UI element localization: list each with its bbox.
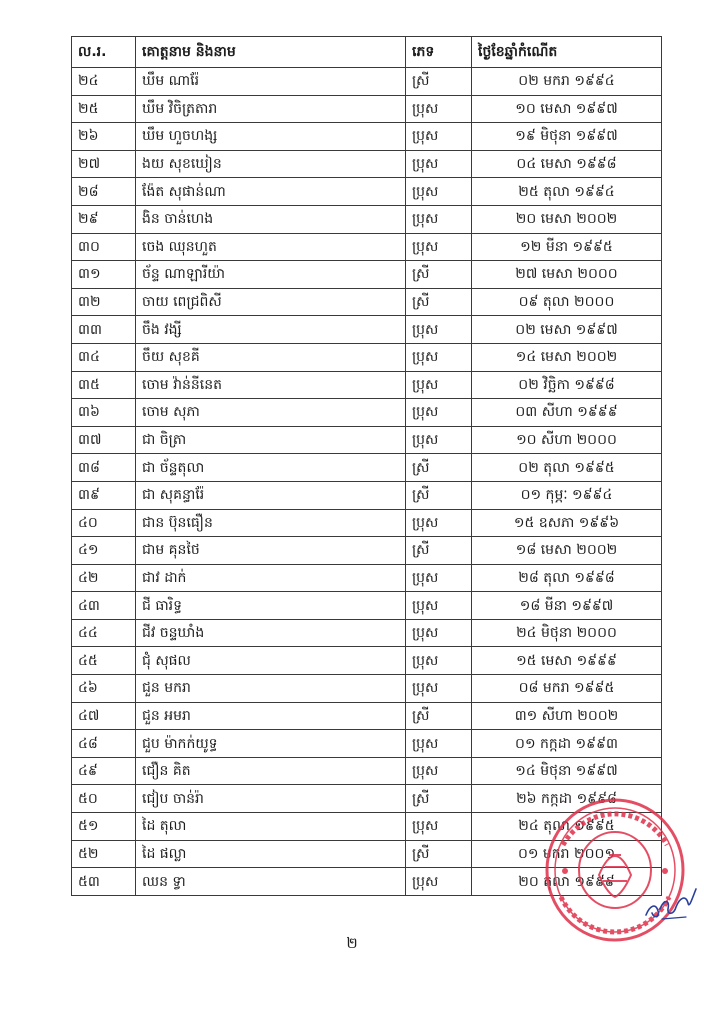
row-sex-cell: ប្រុស [406, 675, 472, 703]
row-dob-cell: ២០ តុលា ១៩៩៩ [472, 868, 662, 896]
row-sex-cell: ប្រុស [406, 647, 472, 675]
row-dob-cell: ១៤ មិថុនា ១៩៩៧ [472, 757, 662, 785]
row-dob-cell: ២៦ កក្កដា ១៩៩៨ [472, 785, 662, 813]
row-sex-cell: ប្រុស [406, 868, 472, 896]
row-dob-cell: ០១ កក្កដា ១៩៩៣ [472, 730, 662, 758]
row-dob-cell: ២០ មេសា ២០០២ [472, 205, 662, 233]
row-sex-cell: ប្រុស [406, 730, 472, 758]
row-number-cell: ៣៧ [72, 426, 136, 454]
row-name-cell: ជាម គុនថៃ [136, 537, 406, 565]
row-dob-cell: ១៩ មិថុនា ១៩៩៧ [472, 123, 662, 151]
row-number-cell: ៤៩ [72, 757, 136, 785]
row-dob-cell: ១០ មេសា ១៩៩៧ [472, 95, 662, 123]
row-name-cell: ចោម សុភា [136, 399, 406, 427]
row-name-cell: ដៃ ផល្លា [136, 840, 406, 868]
row-name-cell: ឃឹម វិចិត្រតារា [136, 95, 406, 123]
header-date-of-birth: ថ្ងៃខែឆ្នាំកំណើត [472, 37, 662, 68]
table-row [72, 785, 662, 813]
row-sex-cell: ប្រុស [406, 426, 472, 454]
table-row [72, 399, 662, 427]
row-sex-cell: ប្រុស [406, 178, 472, 206]
row-number-cell: ៤៧ [72, 702, 136, 730]
row-number-cell: ៤១ [72, 537, 136, 565]
row-name-cell: ឃឹម ណារ៉ែ [136, 68, 406, 96]
table-row [72, 316, 662, 344]
table-row [72, 343, 662, 371]
header-number: ល.រ. [72, 37, 136, 68]
row-name-cell: ជីវ ចន្ទឃាំង [136, 619, 406, 647]
row-number-cell: ៣៥ [72, 371, 136, 399]
row-dob-cell: ០៨ មករា ១៩៩៥ [472, 675, 662, 703]
table-row [72, 68, 662, 96]
row-number-cell: ៣៩ [72, 481, 136, 509]
row-number-cell: ៣៨ [72, 454, 136, 482]
row-dob-cell: ០៤ មេសា ១៩៩៨ [472, 150, 662, 178]
table-header-row [72, 37, 662, 68]
row-name-cell: ចោម វ៉ាន់នីនេត [136, 371, 406, 399]
header-sex: ភេទ [406, 37, 472, 68]
row-number-cell: ៣៤ [72, 343, 136, 371]
row-name-cell: ងិន ចាន់ហេង [136, 205, 406, 233]
row-dob-cell: ១៥ ឧសភា ១៩៩៦ [472, 509, 662, 537]
row-number-cell: ៥២ [72, 840, 136, 868]
row-dob-cell: ២៤ មិថុនា ២០០០ [472, 619, 662, 647]
row-sex-cell: ប្រុស [406, 399, 472, 427]
table-row [72, 730, 662, 758]
row-dob-cell: ២៨ តុលា ១៩៩៨ [472, 564, 662, 592]
row-name-cell: ជៀប ចាន់រ៉ា [136, 785, 406, 813]
row-dob-cell: ៣១ សីហា ២០០២ [472, 702, 662, 730]
table-row [72, 509, 662, 537]
row-number-cell: ៣១ [72, 261, 136, 289]
row-sex-cell: ប្រុស [406, 371, 472, 399]
row-name-cell: ចេង ឈុនហួត [136, 233, 406, 261]
page-number: ២ [346, 934, 358, 952]
row-number-cell: ២៤ [72, 68, 136, 96]
table-row [72, 647, 662, 675]
row-dob-cell: ០៩ តុលា ២០០០ [472, 288, 662, 316]
row-name-cell: ចាយ ពេជ្រពិសី [136, 288, 406, 316]
row-sex-cell: ប្រុស [406, 343, 472, 371]
row-sex-cell: ប្រុស [406, 95, 472, 123]
table-row [72, 150, 662, 178]
row-sex-cell: ស្រី [406, 840, 472, 868]
row-name-cell: ច័ន្ទ ណាឡារីយ៉ា [136, 261, 406, 289]
row-name-cell: ជាន ប៊ុនធឿន [136, 509, 406, 537]
row-number-cell: ៥៣ [72, 868, 136, 896]
row-name-cell: ជួប ម៉ាកក់យូទ្ធ [136, 730, 406, 758]
row-sex-cell: ប្រុស [406, 757, 472, 785]
row-number-cell: ២៥ [72, 95, 136, 123]
table-row [72, 537, 662, 565]
row-number-cell: ៤៨ [72, 730, 136, 758]
table-row [72, 702, 662, 730]
row-sex-cell: ប្រុស [406, 205, 472, 233]
row-sex-cell: ស្រី [406, 454, 472, 482]
table-row [72, 454, 662, 482]
row-name-cell: ចឹយ សុខគី [136, 343, 406, 371]
row-dob-cell: ០២ មេសា ១៩៩៧ [472, 316, 662, 344]
table-row [72, 481, 662, 509]
row-number-cell: ៣៣ [72, 316, 136, 344]
table-row [72, 619, 662, 647]
table-row [72, 840, 662, 868]
row-number-cell: ៣០ [72, 233, 136, 261]
row-name-cell: ជា សុគន្ធារ៉ែ [136, 481, 406, 509]
table-row [72, 592, 662, 620]
row-dob-cell: ២៤ តុលា ១៩៩៥ [472, 813, 662, 841]
row-number-cell: ២៩ [72, 205, 136, 233]
row-name-cell: ឃឹម ហួចហង្ស [136, 123, 406, 151]
row-name-cell: ងយ សុខឃៀន [136, 150, 406, 178]
row-name-cell: ចឹង វង្សី [136, 316, 406, 344]
table-row [72, 564, 662, 592]
row-dob-cell: ២៥ តុលា ១៩៩៤ [472, 178, 662, 206]
table-row [72, 95, 662, 123]
row-number-cell: ៣៦ [72, 399, 136, 427]
row-sex-cell: ប្រុស [406, 150, 472, 178]
table-row [72, 123, 662, 151]
row-dob-cell: ១៥ មេសា ១៩៩៩ [472, 647, 662, 675]
row-name-cell: ជួន អមរា [136, 702, 406, 730]
row-number-cell: ៥០ [72, 785, 136, 813]
row-number-cell: ៤២ [72, 564, 136, 592]
row-number-cell: ៤៣ [72, 592, 136, 620]
table-row [72, 868, 662, 896]
table-row [72, 261, 662, 289]
row-dob-cell: ១៤ មេសា ២០០២ [472, 343, 662, 371]
row-dob-cell: ០២ វិច្ឆិកា ១៩៩៨ [472, 371, 662, 399]
row-sex-cell: ស្រី [406, 702, 472, 730]
row-name-cell: ជួន មករា [136, 675, 406, 703]
student-roster-table [71, 36, 662, 896]
row-dob-cell: ១២ មីនា ១៩៩៥ [472, 233, 662, 261]
row-number-cell: ៤៤ [72, 619, 136, 647]
row-sex-cell: ប្រុស [406, 316, 472, 344]
row-dob-cell: ០២ មករា ១៩៩៤ [472, 68, 662, 96]
table-row [72, 178, 662, 206]
row-sex-cell: ប្រុស [406, 233, 472, 261]
row-sex-cell: ប្រុស [406, 123, 472, 151]
table-row [72, 757, 662, 785]
row-dob-cell: ១៨ មីនា ១៩៩៧ [472, 592, 662, 620]
row-number-cell: ៣២ [72, 288, 136, 316]
row-name-cell: ជី ធារិទ្ធ [136, 592, 406, 620]
row-dob-cell: ២៧ មេសា ២០០០ [472, 261, 662, 289]
row-number-cell: ៤៦ [72, 675, 136, 703]
table-row [72, 371, 662, 399]
table-body [72, 68, 662, 896]
row-sex-cell: ប្រុស [406, 592, 472, 620]
table-row [72, 813, 662, 841]
row-sex-cell: ស្រី [406, 537, 472, 565]
row-name-cell: ង៉ែត សុផាន់ណា [136, 178, 406, 206]
row-name-cell: ជា ច័ន្ទតុលា [136, 454, 406, 482]
table-row [72, 205, 662, 233]
row-dob-cell: ១០ សីហា ២០០០ [472, 426, 662, 454]
row-number-cell: ៤០ [72, 509, 136, 537]
row-name-cell: ជុំ សុផល [136, 647, 406, 675]
table-row [72, 233, 662, 261]
header-name: គោត្តនាម និងនាម [136, 37, 406, 68]
row-name-cell: ជាវ ដាក់ [136, 564, 406, 592]
row-dob-cell: ០២ តុលា ១៩៩៥ [472, 454, 662, 482]
row-sex-cell: ស្រី [406, 481, 472, 509]
row-dob-cell: ០១ កុម្ភៈ ១៩៩៤ [472, 481, 662, 509]
row-name-cell: ដៃ តុលា [136, 813, 406, 841]
row-sex-cell: ប្រុស [406, 619, 472, 647]
row-number-cell: ៥១ [72, 813, 136, 841]
row-sex-cell: ប្រុស [406, 813, 472, 841]
row-name-cell: ជា ចិត្រា [136, 426, 406, 454]
table-row [72, 426, 662, 454]
row-sex-cell: ស្រី [406, 785, 472, 813]
row-name-cell: ឈន ទ្វា [136, 868, 406, 896]
table-row [72, 675, 662, 703]
row-sex-cell: ប្រុស [406, 564, 472, 592]
row-number-cell: ២៦ [72, 123, 136, 151]
row-sex-cell: ប្រុស [406, 509, 472, 537]
table-row [72, 288, 662, 316]
row-dob-cell: ១៨ មេសា ២០០២ [472, 537, 662, 565]
row-number-cell: ២៧ [72, 150, 136, 178]
row-sex-cell: ស្រី [406, 261, 472, 289]
row-sex-cell: ស្រី [406, 288, 472, 316]
row-number-cell: ៤៥ [72, 647, 136, 675]
row-number-cell: ២៨ [72, 178, 136, 206]
row-name-cell: ជឿន គិត [136, 757, 406, 785]
row-dob-cell: ០៣ សីហា ១៩៩៩ [472, 399, 662, 427]
row-dob-cell: ០១ មករា ២០០១ [472, 840, 662, 868]
row-sex-cell: ស្រី [406, 68, 472, 96]
